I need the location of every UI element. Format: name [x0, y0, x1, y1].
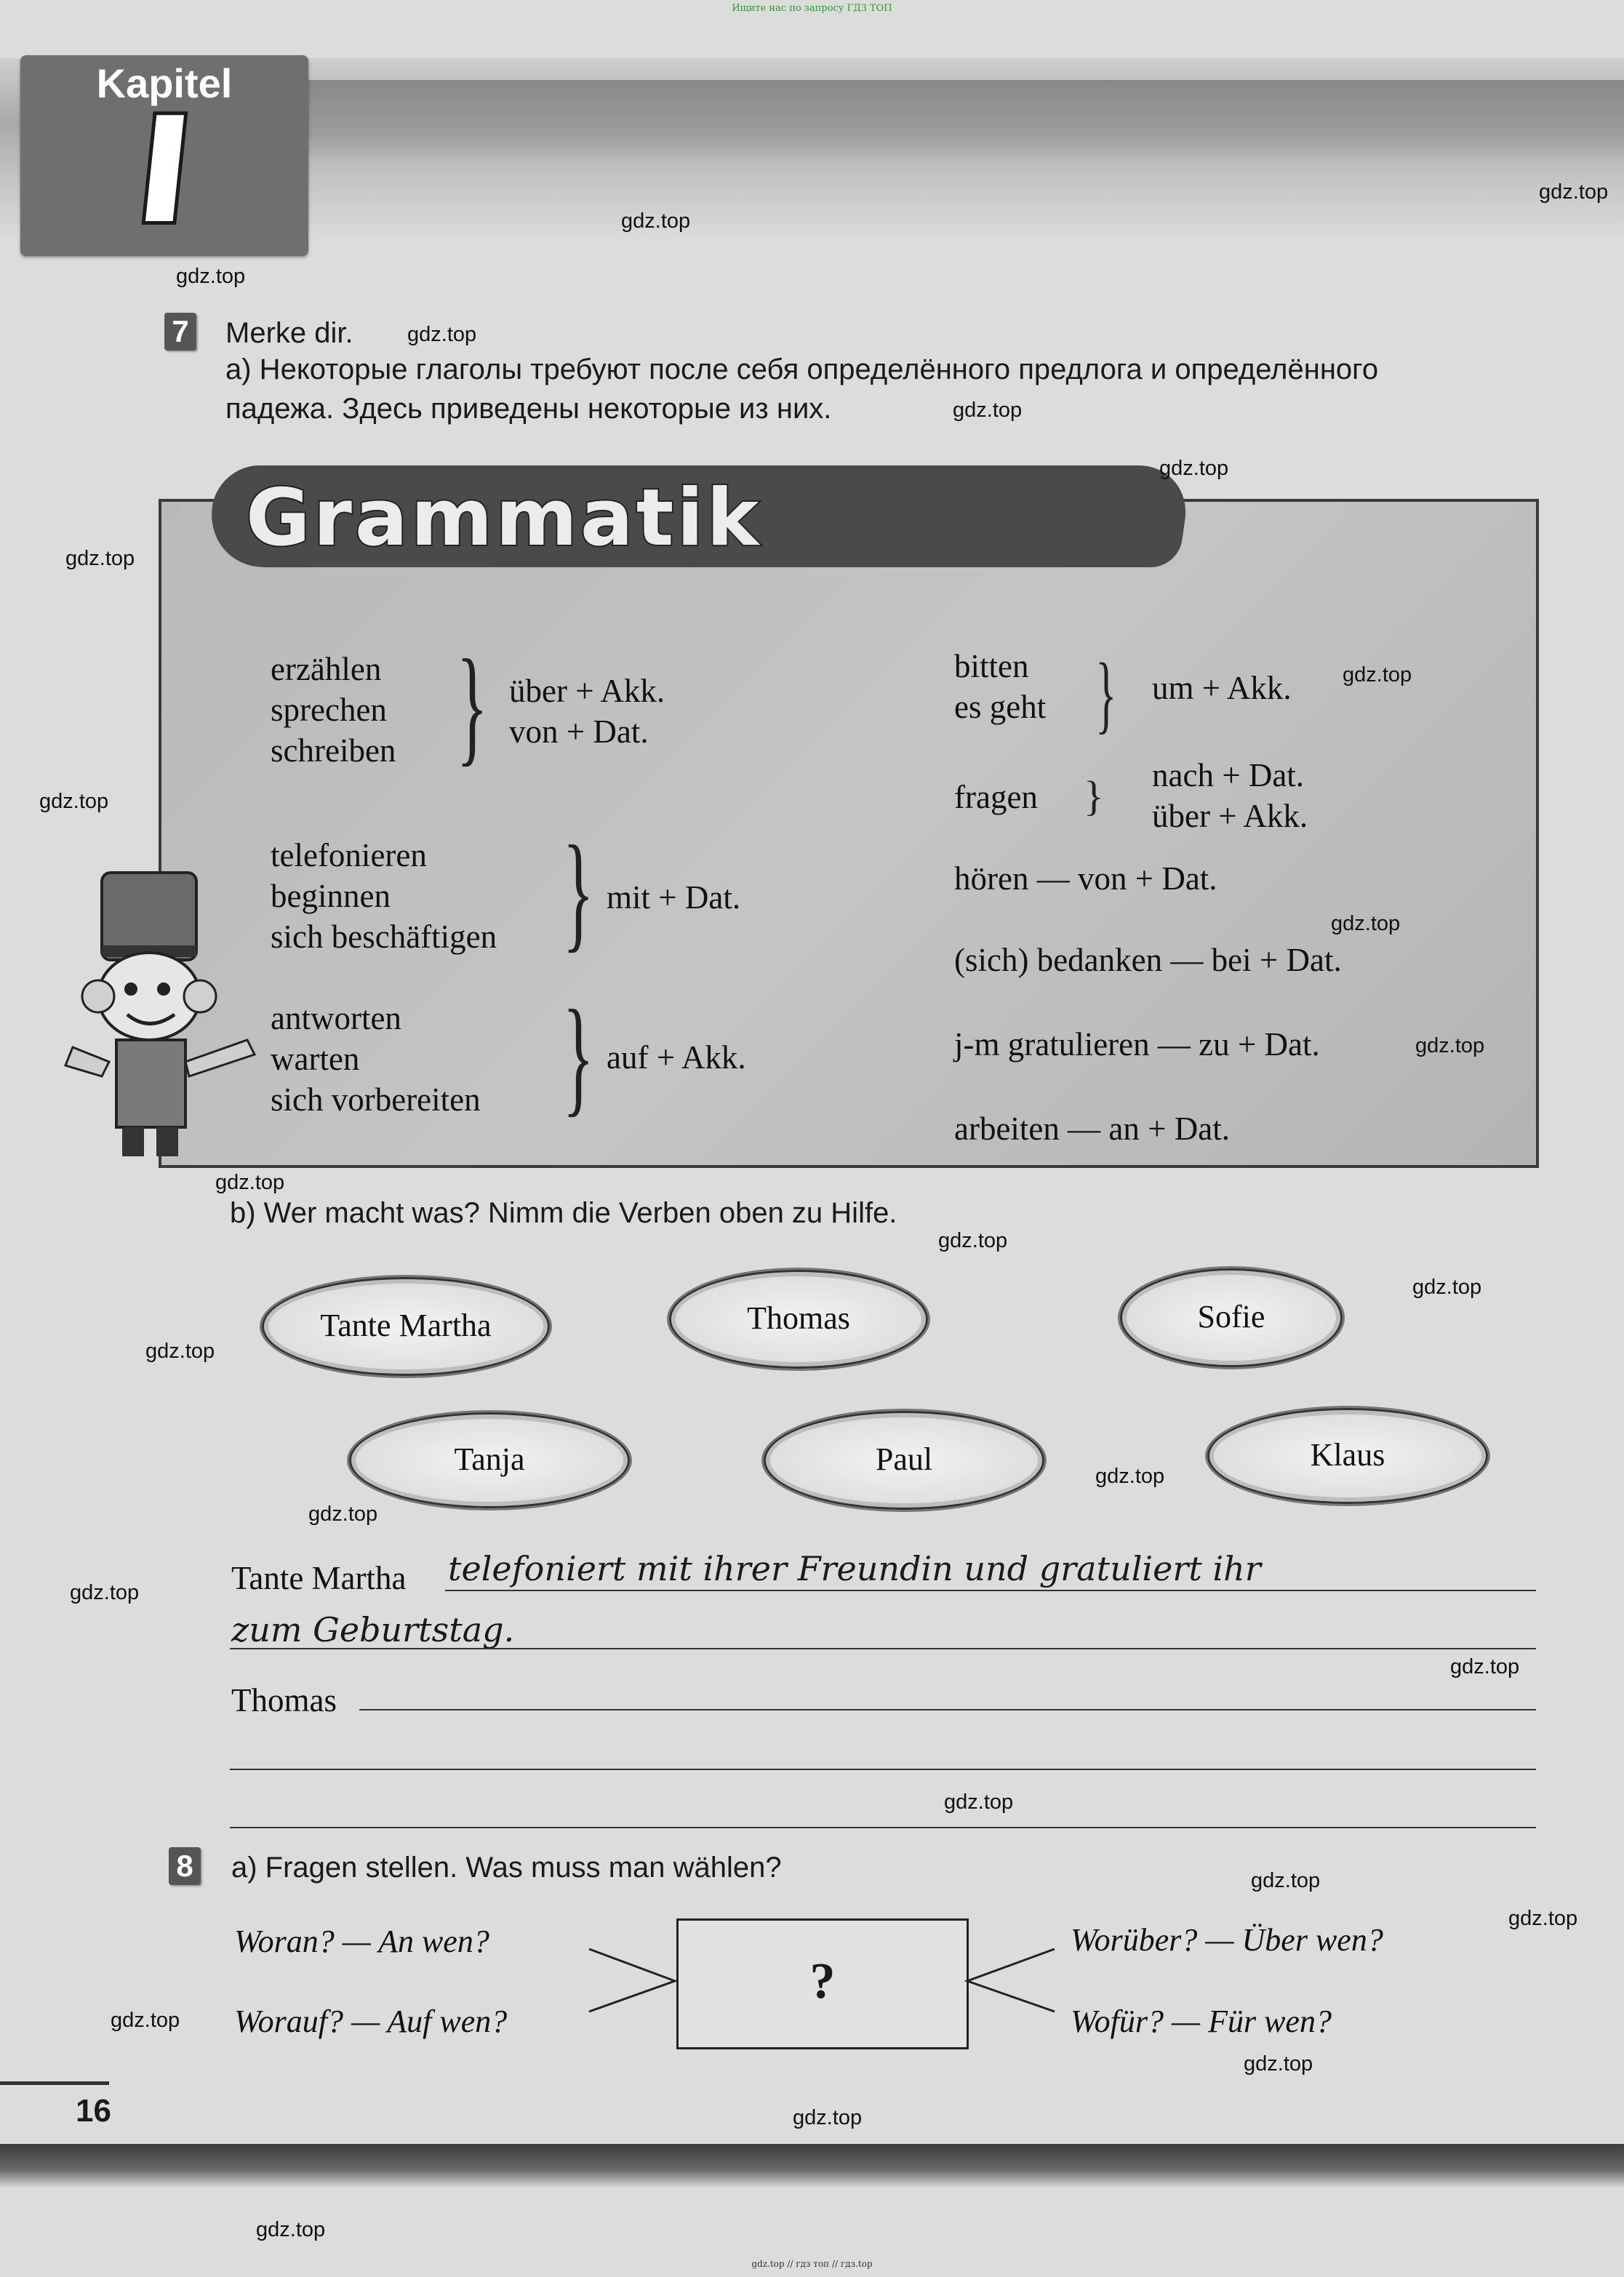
watermark: gdz.top — [1331, 912, 1401, 935]
page-number: 16 — [76, 2093, 111, 2129]
verb: sich vorbereiten — [271, 1081, 481, 1118]
connector-arrows — [582, 1920, 1062, 2051]
watermark: gdz.top — [145, 1340, 215, 1363]
answer-label-tante-martha: Tante Martha — [231, 1560, 407, 1596]
rule: nach + Dat. — [1152, 757, 1305, 793]
rule: über + Akk. — [1152, 798, 1308, 834]
answer-handwriting-line1: telefoniert mit ihrer Freundin und gratuliert ihr — [448, 1549, 1261, 1588]
header-scene-shadow — [276, 80, 1624, 160]
rule-list — [509, 671, 665, 752]
watermark: gdz.top — [953, 399, 1023, 422]
question-pair-worauf: Worauf? — Auf wen? — [234, 2004, 508, 2039]
chapter-badge — [20, 55, 308, 256]
person-name: Paul — [875, 1441, 933, 1477]
watermark: gdz.top — [256, 2218, 326, 2241]
verb-list — [271, 998, 481, 1120]
verb: beginnen — [271, 878, 391, 914]
question-pair-worueber: Worüber? — Über wen? — [1071, 1922, 1383, 1958]
rule-list — [1152, 755, 1308, 836]
verb: schreiben — [271, 732, 396, 769]
verb: erzählen — [271, 651, 382, 687]
answer-line — [359, 1709, 1536, 1710]
person-bubble-paul — [764, 1411, 1044, 1510]
answer-line — [230, 1827, 1536, 1828]
chapter-number: I — [128, 87, 201, 256]
watermark: gdz.top — [1450, 1655, 1520, 1678]
question-pair-woran: Woran? — An wen? — [234, 1924, 489, 1959]
task-7b-title: b) Wer macht was? Nimm die Verben oben zu Hilfe. — [230, 1197, 897, 1229]
task-7a-line1: a) Некоторые глаголы требуют после себя определённого предлога и определённого — [225, 353, 1379, 385]
rule: arbeiten — an + Dat. — [954, 1111, 1230, 1147]
person-name: Sofie — [1197, 1299, 1265, 1334]
watermark: gdz.top — [215, 1171, 285, 1194]
answer-label-thomas: Thomas — [231, 1682, 337, 1718]
watermark: gdz.top — [1415, 1034, 1485, 1057]
brace: } — [1095, 645, 1117, 742]
brace: } — [456, 633, 488, 777]
nutcracker-figure — [58, 858, 276, 1164]
brace: } — [562, 819, 594, 964]
person-name: Thomas — [747, 1300, 850, 1336]
verb-list — [271, 835, 497, 957]
watermark: gdz.top — [938, 1229, 1008, 1252]
rule: um + Akk. — [1152, 670, 1292, 706]
watermark: gdz.top — [1095, 1465, 1165, 1488]
person-bubble-sofie — [1120, 1268, 1343, 1367]
verb: bitten — [954, 648, 1029, 684]
watermark: gdz.top — [65, 547, 135, 570]
answer-line — [230, 1769, 1536, 1770]
answer-line — [445, 1590, 1536, 1591]
rule: von + Dat. — [509, 713, 649, 750]
watermark: gdz.top — [621, 209, 691, 233]
watermark: gdz.top — [70, 1581, 140, 1604]
person-name: Tante Martha — [320, 1308, 492, 1343]
watermark: gdz.top — [1539, 180, 1609, 204]
verb-list — [271, 649, 396, 771]
verb: fragen — [954, 779, 1038, 815]
watermark: gdz.top — [1343, 663, 1412, 687]
verb: antworten — [271, 1000, 401, 1036]
watermark: gdz.top — [176, 265, 246, 288]
verb: telefonieren — [271, 837, 427, 873]
rule: j-m gratulieren — zu + Dat. — [954, 1026, 1320, 1063]
grammatik-title: Grammatik — [246, 473, 762, 564]
footer-band — [0, 2144, 1624, 2188]
rule: mit + Dat. — [607, 879, 741, 916]
task-8-title: a) Fragen stellen. Was muss man wählen? — [231, 1852, 782, 1884]
verb: sprechen — [271, 692, 387, 728]
watermark: gdz.top — [1508, 1907, 1578, 1930]
watermark: gdz.top — [1412, 1276, 1482, 1299]
brace: } — [562, 983, 594, 1128]
person-bubble-thomas — [669, 1270, 928, 1369]
watermark: gdz.top — [1244, 2052, 1313, 2076]
brace: } — [1084, 772, 1104, 820]
footer-rule — [0, 2081, 109, 2085]
verb: es geht — [954, 689, 1047, 725]
person-bubble-klaus — [1207, 1408, 1488, 1504]
watermark: gdz.top — [1159, 457, 1229, 480]
rule: über + Akk. — [509, 673, 665, 709]
person-name: Tanja — [454, 1441, 525, 1477]
question-pair-wofuer: Wofür? — Für wen? — [1071, 2004, 1332, 2039]
task-7-title: Merke dir. — [225, 317, 353, 349]
watermark: gdz.top — [407, 323, 477, 346]
watermark: gdz.top — [944, 1790, 1014, 1814]
person-bubble-tanja — [349, 1412, 630, 1508]
verb: sich beschäftigen — [271, 919, 497, 955]
verb: warten — [271, 1041, 360, 1077]
verb-list — [954, 646, 1046, 727]
person-bubble-tante-martha — [262, 1277, 550, 1376]
bottom-note: gdz.top // гдз топ // гдз.top — [751, 2259, 873, 2269]
watermark: gdz.top — [39, 790, 109, 813]
rule: (sich) bedanken — bei + Dat. — [954, 942, 1342, 978]
answer-line — [230, 1648, 1536, 1649]
task-7a-line2: падежа. Здесь приведены некоторые из них. — [225, 393, 832, 425]
watermark: gdz.top — [793, 2106, 863, 2129]
task-7-badge: 7 — [164, 313, 196, 351]
watermark: gdz.top — [1251, 1869, 1321, 1892]
rule: hören — von + Dat. — [954, 860, 1217, 897]
chapter-label: Kapitel — [96, 60, 233, 106]
person-name: Klaus — [1310, 1437, 1385, 1473]
question-mark: ? — [809, 1953, 836, 2009]
answer-handwriting-line2: zum Geburtstag. — [231, 1610, 515, 1649]
rule: auf + Akk. — [607, 1039, 746, 1076]
watermark: gdz.top — [308, 1502, 378, 1526]
top-note: Ищите нас по запросу ГДЗ ТОП — [732, 3, 892, 14]
task-8-badge: 8 — [169, 1847, 201, 1885]
watermark: gdz.top — [111, 2009, 180, 2032]
